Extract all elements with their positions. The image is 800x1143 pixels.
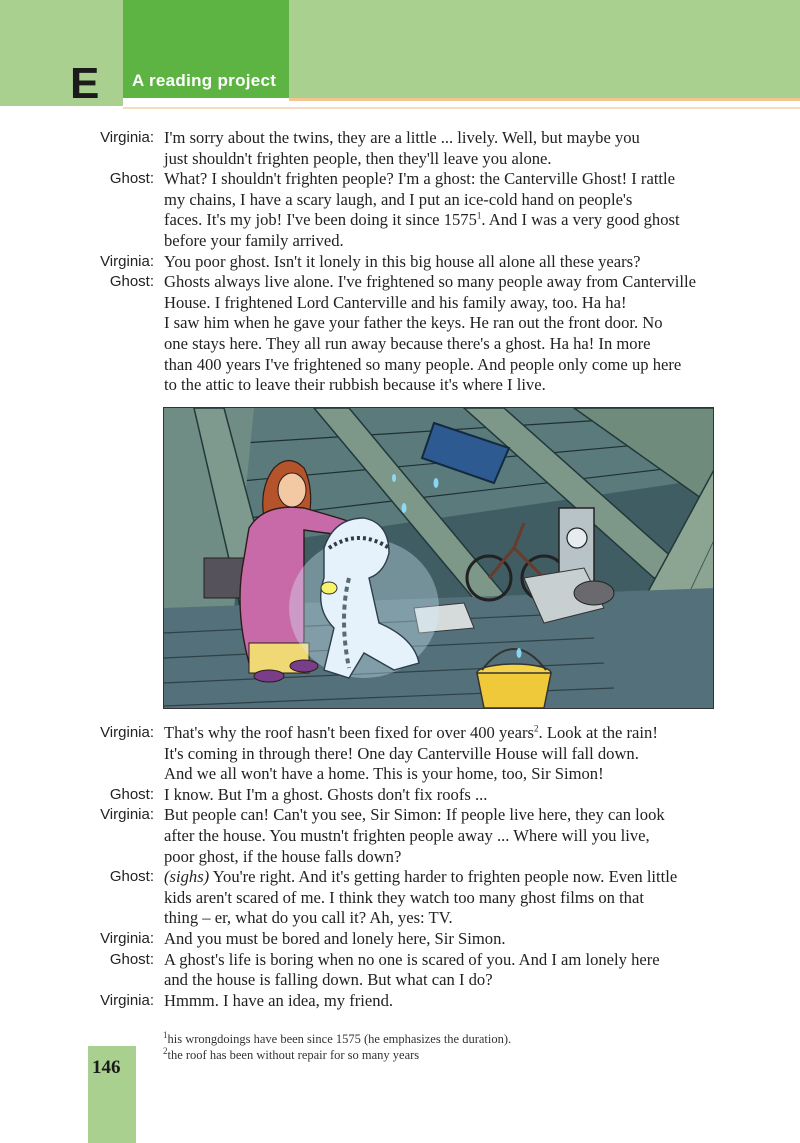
dialogue-line [86,252,796,273]
header-rule [289,98,800,101]
speech-text: You poor ghost. Isn't it lonely in this big house all alone all these years? [164,251,641,271]
attic-illustration [163,407,714,709]
dialogue-line [86,991,796,1012]
header-left-band [0,0,123,106]
dialogue-line [86,785,796,806]
dialogue-bottom [86,723,796,1011]
speaker-label: Virginia: [100,806,154,824]
section-title: A reading project [132,71,277,90]
speech-text: A ghost's life is boring when no one is scared of you. And I am lonely here and the house is falling down. But what can I do? [164,949,660,990]
dialogue-line [86,128,796,169]
header-rule-light [123,107,800,109]
speaker-label: Ghost: [109,785,154,803]
speech-part: You're right. And it's getting harder to frighten people now. Even little kids aren't scared of me. I think they watch too many ghost films on that thing – er, what do you call it? Ah, yes: TV. [164,867,678,928]
dialogue-line [86,867,796,929]
speaker-label: Virginia: [100,724,154,741]
speech-text: Ghosts always live alone. I've frightened so many people away from Canterville House. I frightened Lord Canterville and his family away, too. Ha ha! I saw him when he gave your father the keys. He ran out the front door. No one stays here. They all run away because there's a ghost. Ha ha! In more than 400 years I've frightened so many people. And people only come up here to the attic to leave their rubbish because it's where I live. [164,272,696,395]
footnote-mark: 1 [163,1029,168,1040]
footnote-text: the roof has been without repair for so many years [167,1048,420,1062]
speech-text: And you must be bored and lonely here, Sir Simon. [164,928,506,948]
speaker-label: Ghost: [109,868,154,886]
footnotes [163,1031,511,1063]
speaker-label: Virginia: [100,929,154,947]
dialogue-top [86,128,796,396]
dialogue-line [86,723,796,785]
speech-text [164,169,796,251]
footnote-mark: 2 [163,1045,168,1056]
speech-part: That's why the roof hasn't been fixed for over 400 years [164,723,535,742]
speech-part: . And I was a very good ghost before your family arrived. [164,210,680,250]
dialogue-line [86,169,796,251]
header-right-band [289,0,800,98]
stage-direction: (sighs) [164,867,210,887]
footnote-ref: 2 [534,723,539,734]
speech-part: What? I shouldn't frighten people? I'm a ghost: the Canterville Ghost! I rattle my chains, I have a scary laugh, and I put an ice-cold hand on people's faces. It's my job! I've been doing it since 1575 [164,169,676,230]
speaker-label: Ghost: [109,170,154,188]
speaker-label: Ghost: [109,273,154,291]
dialogue-line [86,272,796,396]
footnote [163,1047,511,1063]
speech-text [164,723,796,785]
unit-letter: E [70,59,100,108]
attic-scene-drawing [164,408,714,709]
dialogue-line [86,929,796,950]
speech-text: I'm sorry about the twins, they are a little ... lively. Well, but maybe you just shouldn't frighten people, then they'll leave you alone. [164,128,640,168]
page-number: 146 [92,1057,121,1078]
dialogue-line [86,805,796,867]
dialogue-line [86,950,796,991]
footnote-text: his wrongdoings have been since 1575 (he emphasizes the duration). [167,1032,512,1046]
speaker-label: Virginia: [100,129,154,146]
speaker-label: Ghost: [109,950,154,968]
speech-part: . Look at the rain! It's coming in through there! One day Canterville House will fall down. And we all won't have a home. This is your home, too, Sir Simon! [164,723,658,784]
speech-text: I know. But I'm a ghost. Ghosts don't fix roofs ... [164,784,488,804]
speech-text: But people can! Can't you see, Sir Simon: If people live here, they can look after the house. You mustn't frighten people away ... Where will you live, poor ghost, if the house falls down? [164,805,665,866]
speech-text [164,867,796,929]
footnote-ref: 1 [476,210,482,221]
speaker-label: Virginia: [100,252,154,270]
footnote [163,1031,511,1047]
speaker-label: Virginia: [100,991,154,1009]
speech-text: Hmmm. I have an idea, my friend. [164,990,394,1010]
